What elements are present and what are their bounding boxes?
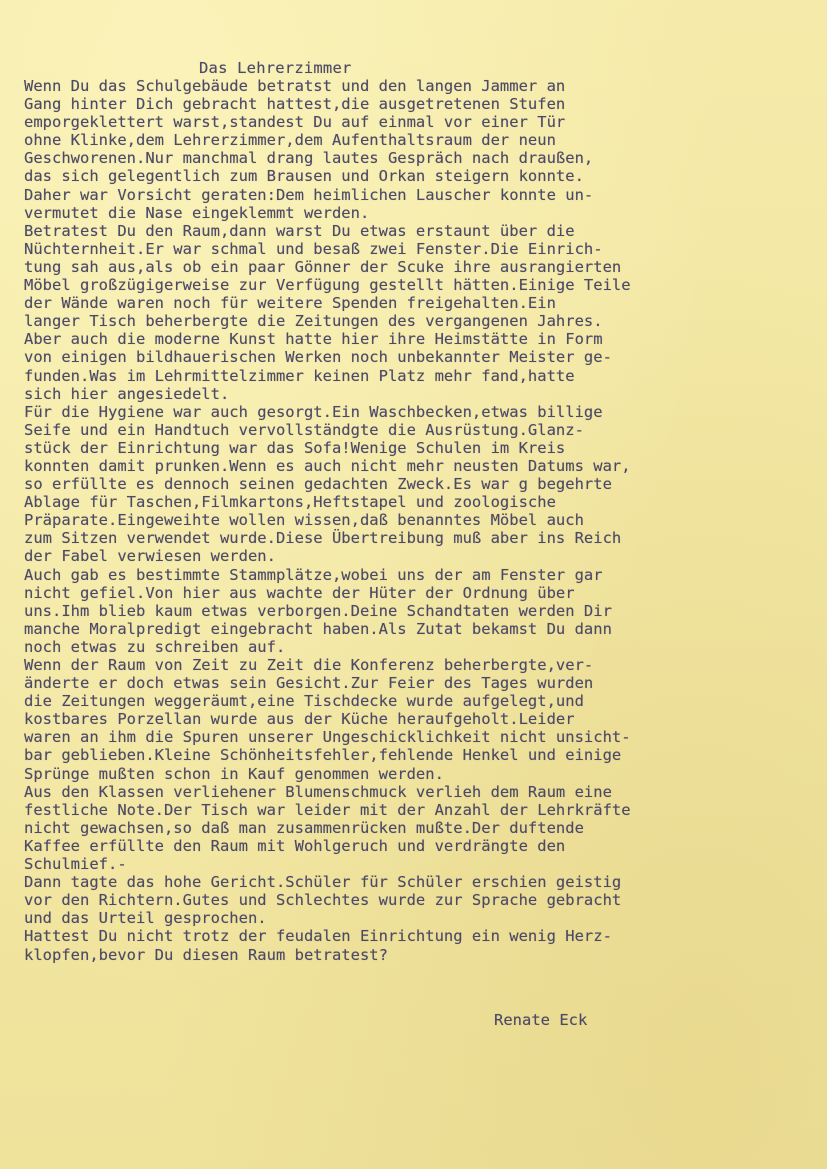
- text-line: Sprünge mußten schon in Kauf genommen werden.: [24, 764, 444, 783]
- text-line: bar geblieben.Kleine Schönheitsfehler,fehlende Henkel und einige: [24, 746, 622, 765]
- text-line: konnten damit prunken.Wenn es auch nicht mehr neusten Datums war,: [24, 456, 631, 475]
- text-line: Kaffee erfüllte den Raum mit Wohlgeruch und verdrängte den: [24, 836, 566, 855]
- text-line: Wenn Du das Schulgebäude betratst und den langen Jammer an: [24, 77, 566, 95]
- text-line: und das Urteil gesprochen.: [24, 909, 267, 928]
- page-title: Das Lehrerzimmer: [199, 59, 352, 77]
- text-line: emporgeklettert warst,standest Du auf einmal vor einer Tür: [24, 113, 566, 132]
- text-line: Aus den Klassen verliehener Blumenschmuck verlieh dem Raum eine: [24, 782, 612, 801]
- text-line: sich hier angesiedelt.: [24, 384, 230, 403]
- author-signature: Renate Eck: [494, 1011, 588, 1029]
- text-line: Für die Hygiene war auch gesorgt.Ein Waschbecken,etwas billige: [24, 402, 603, 421]
- text-line: waren an ihm die Spuren unserer Ungeschicklichkeit nicht unsicht-: [24, 728, 631, 747]
- text-line: der Fabel verwiesen werden.: [24, 547, 276, 566]
- text-line: langer Tisch beherbergte die Zeitungen des vergangenen Jahres.: [24, 312, 603, 331]
- text-line: zum Sitzen verwendet wurde.Diese Übertreibung muß aber ins Reich: [24, 529, 622, 548]
- text-line: vor den Richtern.Gutes und Schlechtes wurde zur Sprache gebracht: [24, 891, 622, 910]
- text-line: Geschworenen.Nur manchmal drang lautes Gespräch nach draußen,: [24, 149, 594, 168]
- text-line: so erfüllte es dennoch seinen gedachten Zweck.Es war g begehrte: [24, 475, 612, 494]
- text-line: Schulmief.-: [24, 855, 127, 874]
- text-line: nicht gewachsen,so daß man zusammenrücken mußte.Der duftende: [24, 818, 584, 837]
- text-line: Betratest Du den Raum,dann warst Du etwas erstaunt über die: [24, 221, 575, 240]
- text-line: Aber auch die moderne Kunst hatte hier ihre Heimstätte in Form: [24, 330, 603, 349]
- text-line: Daher war Vorsicht geraten:Dem heimlichen Lauscher konnte un-: [24, 185, 594, 204]
- text-line: die Zeitungen weggeräumt,eine Tischdecke wurde aufgelegt,und: [24, 692, 584, 711]
- text-line: festliche Note.Der Tisch war leider mit der Anzahl der Lehrkräfte: [24, 800, 631, 819]
- text-line: stück der Einrichtung war das Sofa!Wenige Schulen im Kreis: [24, 438, 566, 457]
- text-line: funden.Was im Lehrmittelzimmer keinen Platz mehr fand,hatte: [24, 366, 575, 385]
- text-line: nicht gefiel.Von hier aus wachte der Hüter der Ordnung über: [24, 583, 575, 602]
- text-line: manche Moralpredigt eingebracht haben.Als Zutat bekamst Du dann: [24, 619, 612, 638]
- text-line: kostbares Porzellan wurde aus der Küche heraufgeholt.Leider: [24, 710, 575, 729]
- body-text: [24, 77, 784, 964]
- text-line: das sich gelegentlich zum Brausen und Orkan steigern konnte.: [24, 167, 584, 186]
- text-line: Dann tagte das hohe Gericht.Schüler für Schüler erschien geistig: [24, 873, 622, 892]
- text-line: vermutet die Nase eingeklemmt werden.: [24, 203, 370, 222]
- text-line: änderte er doch etwas sein Gesicht.Zur Feier des Tages wurden: [24, 674, 594, 693]
- text-line: tung sah aus,als ob ein paar Gönner der Scuke ihre ausrangierten: [24, 257, 622, 276]
- text-line: Auch gab es bestimmte Stammplätze,wobei uns der am Fenster gar: [24, 565, 603, 584]
- text-line: Gang hinter Dich gebracht hattest,die ausgetretenen Stufen: [24, 95, 566, 114]
- text-line: Nüchternheit.Er war schmal und besaß zwei Fenster.Die Einrich-: [24, 239, 603, 258]
- text-line: Wenn der Raum von Zeit zu Zeit die Konferenz beherbergte,ver-: [24, 656, 594, 674]
- text-line: Hattest Du nicht trotz der feudalen Einrichtung ein wenig Herz-: [24, 927, 612, 946]
- text-line: noch etwas zu schreiben auf.: [24, 637, 286, 656]
- text-line: Seife und ein Handtuch vervollständgte die Ausrüstung.Glanz-: [24, 420, 584, 439]
- text-line: von einigen bildhauerischen Werken noch unbekannter Meister ge-: [24, 348, 612, 367]
- text-line: ohne Klinke,dem Lehrerzimmer,dem Aufenthaltsraum der neun: [24, 131, 556, 150]
- text-line: uns.Ihm blieb kaum etwas verborgen.Deine Schandtaten werden Dir: [24, 601, 612, 620]
- text-line: der Wände waren noch für weitere Spenden freigehalten.Ein: [24, 294, 556, 313]
- text-line: Möbel großzügigerweise zur Verfügung gestellt hätten.Einige Teile: [24, 276, 631, 295]
- text-line: Präparate.Eingeweihte wollen wissen,daß benanntes Möbel auch: [24, 511, 584, 530]
- text-line: Ablage für Taschen,Filmkartons,Heftstapel und zoologische: [24, 493, 556, 512]
- text-line: klopfen,bevor Du diesen Raum betratest?: [24, 945, 388, 964]
